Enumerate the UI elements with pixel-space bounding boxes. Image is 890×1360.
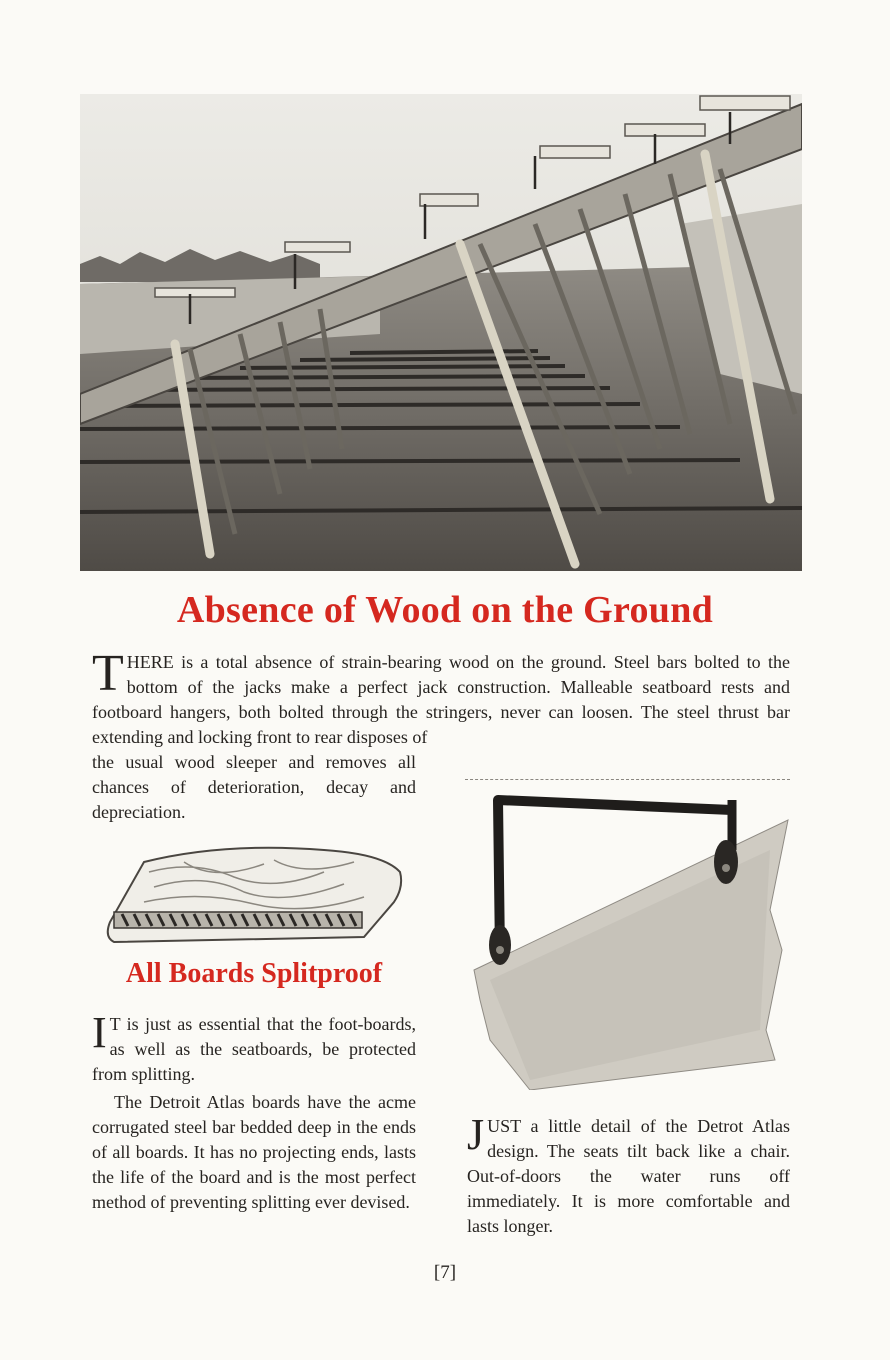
splitproof-heading: All Boards Splitproof [125,958,383,989]
page-number: [7] [433,1262,457,1283]
bracket-paragraph [467,1110,790,1239]
dashed-divider [465,779,790,780]
grandstand-photo [80,94,802,571]
splitproof-paragraph-2: The Detroit Atlas boards have the acme corrugated steel bar bedded deep in the ends of all boards. It has no projecting ends, lasts the life of the board and is the most perfect method of preventing splitting ever devised. [92,1092,416,1212]
drop-cap: I [92,1008,107,1057]
splitproof-board-illustration [104,842,404,947]
intro-paragraph-continued: the usual wood sleeper and removes all chances of deterioration, decay and depreciation. [92,752,416,822]
splitproof-text: T is just as essential that the foot-boards, as well as the seatboards, be protected from splitting. [92,1014,416,1084]
intro-text: HERE is a total absence of strain-bearing wood on the ground. Steel bars bolted to the bottom of the jacks make a perfect jack construction. Malleable seatboard rests and footboard hangers, both bolted through the stringers, never can loosen. The steel thrust bar extending and locking front to rear disposes of [92,652,790,747]
intro-paragraph [92,645,790,750]
drop-cap: T [92,645,124,702]
bracket-text: UST a little detail of the Detrot Atlas design. The seats tilt back like a chair. Out-of-doors the water runs off immediately. It is more comfortable and lasts longer. [467,1116,790,1236]
section-heading: Absence of Wood on the Ground [176,589,714,631]
seat-bracket-illustration [470,790,790,1090]
splitproof-paragraph [92,1008,416,1087]
drop-cap: J [467,1110,485,1159]
